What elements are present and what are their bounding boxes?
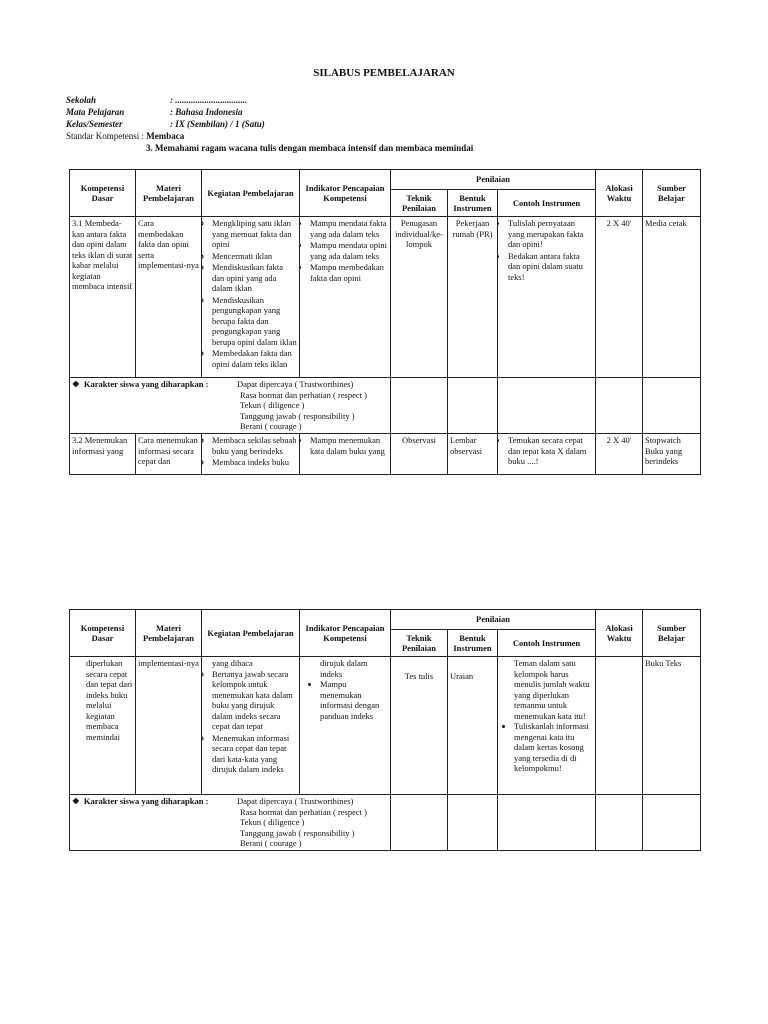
list-item: • Mampu mendata opini yang ada dalam teks: [310, 240, 388, 261]
materi-cell: Cara membedakan fakta dan opini serta implementasi-nya: [136, 217, 202, 378]
materi-cell: implementasi-nya: [136, 657, 202, 795]
list-item: • Mampu mendata fakta yang ada dalam teks: [310, 218, 388, 239]
contoh-list: [500, 218, 593, 282]
karakter-item: Rasa hormat dan perhatian ( respect ): [240, 389, 367, 400]
indikator-cell: dirujuk dalam indeks • Mampu menemukan informasi dengan panduan indeks: [300, 657, 391, 795]
bentuk-cell: Pekerjaan rumah (PR): [448, 217, 498, 378]
karakter-item: Tekun ( diligence ): [240, 400, 305, 410]
list-item: ◦ Mendiskusikan pengungkapan yang berupa fakta dan pengungkapan yang berupa opini dalam iklan: [212, 295, 297, 348]
meta-sekolah: Sekolah : ................................: [66, 95, 248, 105]
header-materi: Materi Pembelajaran: [136, 170, 202, 217]
alokasi-cell: 2 X 40': [596, 217, 643, 378]
karakter-item: Tekun ( diligence ): [240, 817, 305, 827]
list-item: • Tulislah pernyataan yang merupakan fakta dan opini!: [508, 218, 593, 250]
header-bentuk: Bentuk Instrumen: [448, 190, 498, 217]
indikator-cell: [300, 217, 391, 378]
list-item: ◦ Mengkliping satu iklan yang memuat fakta dan opini: [212, 218, 297, 250]
sumber-cell: Buku Teks: [643, 657, 701, 795]
header-indikator: Indikator Pencapaian Kompetensi: [300, 170, 391, 217]
bentuk-cell: Uraian: [448, 657, 498, 795]
contoh-cell: [498, 434, 596, 475]
kegiatan-cell: [202, 217, 300, 378]
meta-sk-detail: 3. Memahami ragam wacana tulis dengan membaca intensif dan membaca memindai: [146, 143, 474, 153]
header-materi: Materi Pembelajaran: [136, 610, 202, 657]
list-item: • Mampu menemukan kata dalam buku yang: [310, 435, 388, 456]
header-bentuk: Bentuk Instrumen: [448, 630, 498, 657]
contoh-cell: [498, 217, 596, 378]
header-sumber: Sumber Belajar: [643, 170, 701, 217]
list-item: ◦ Menemukan informasi secara cepat dan tepat dari kata-kata yang dirujuk dalam indeks: [212, 733, 297, 775]
karakter-item: Dapat dipercaya ( Trustworthines): [237, 379, 354, 389]
syllabus-table-2: [69, 609, 701, 851]
header-contoh: Contoh Instrumen: [498, 630, 596, 657]
teknik-cell: Observasi: [391, 434, 448, 475]
alokasi-cell: 2 X 40': [596, 434, 643, 475]
page-title: SILABUS PEMBELAJARAN: [313, 67, 455, 79]
list-item: ◦ Membedakan fakta dan opini dalam teks iklan: [212, 348, 297, 369]
header-kegiatan: Kegiatan Pembelajaran: [202, 170, 300, 217]
table-row: [70, 217, 701, 378]
karakter-row: [70, 378, 701, 434]
list-item: • Tuliskanlah informasi mengenai kata itu dalam kertas kosong yang tersedia di di kelompokmu!: [514, 721, 593, 774]
karakter-item: Dapat dipercaya ( Trustworthines): [237, 796, 354, 806]
sumber-cell: Stopwatch Buku yang berindeks: [643, 434, 701, 475]
header-penilaian: Penilaian: [391, 610, 596, 630]
kegiatan-cell: yang dibaca ◦ Bertanya jawab secara kelompok untuk menemukan kata dalam buku yang dirujuk dalam indeks secara cepat dan tepat ◦ Menemukan informasi secara cepat dan tepat dari kata-kata yang dirujuk dalam indeks: [202, 657, 300, 795]
list-item: • Mampu menemukan informasi dengan panduan indeks: [320, 679, 388, 721]
syllabus-table-1: [69, 169, 701, 475]
list-item: ◦ Mendiskusikan fakta dan opini yang ada dalam iklan: [212, 262, 297, 294]
table-row: [70, 434, 701, 475]
header-sumber: Sumber Belajar: [643, 610, 701, 657]
sumber-cell: Media cetak: [643, 217, 701, 378]
indikator-list: [302, 218, 388, 283]
list-item: ◦ Bertanya jawab secara kelompok untuk menemukan kata dalam buku yang dirujuk dalam indeks secara cepat dan tepat: [212, 669, 297, 732]
header-kegiatan: Kegiatan Pembelajaran: [202, 610, 300, 657]
kd-cell: diperlukan secara cepat dan tepat dari indeks buku melalui kegiatan membaca memindai: [70, 657, 136, 795]
header-alokasi: Alokasi Waktu: [596, 610, 643, 657]
header-alokasi: Alokasi Waktu: [596, 170, 643, 217]
karakter-item: Tanggung jawab ( responsibility ): [240, 410, 355, 421]
list-item: • Mampu membedakan fakta dan opini: [310, 262, 388, 283]
meta-standar-kompetensi: Standar Kompetensi : Membaca: [66, 131, 185, 141]
teknik-cell: Tes tulis: [391, 657, 448, 795]
header-kd: Kompetensi Dasar: [70, 610, 136, 657]
karakter-item: Berani ( courage ): [240, 838, 302, 848]
karakter-row: [70, 795, 701, 851]
indikator-cell: [300, 434, 391, 475]
list-item: • Bedakan antara fakta dan opini dalam suatu teks!: [508, 251, 593, 283]
karakter-item: Rasa hormat dan perhatian ( respect ): [240, 806, 367, 817]
header-penilaian: Penilaian: [391, 170, 596, 190]
header-teknik: Teknik Penilaian: [391, 630, 448, 657]
materi-cell: Cara menemukan informasi secara cepat dan: [136, 434, 202, 475]
header-contoh: Contoh Instrumen: [498, 190, 596, 217]
karakter-item: Tanggung jawab ( responsibility ): [240, 827, 355, 838]
meta-block: [66, 94, 473, 154]
list-item: ◦ Mencermati iklan: [212, 251, 297, 262]
kd-cell: 3.1 Membeda-kan antara fakta dan opini dalam teks iklan di surat kabar melalui kegiatan membaca intensif: [70, 217, 136, 378]
contoh-cell: Teman dalam satu kelompok harus menulis jumlah waktu yang diperlukan temanmu untuk menemukan kata itu! • Tuliskanlah informasi mengenai kata itu dalam kertas kosong yang tersedia di di kelompokmu!: [498, 657, 596, 795]
bentuk-cell: Lembar observasi: [448, 434, 498, 475]
list-item: ◦ Membaca sekilas sebuah buku yang berindeks: [212, 435, 297, 456]
alokasi-cell: [596, 657, 643, 795]
header-teknik: Teknik Penilaian: [391, 190, 448, 217]
kd-cell: 3.2 Menemukan informasi yang: [70, 434, 136, 475]
meta-kelas: Kelas/Semester : IX (Sembilan) / 1 (Satu): [66, 119, 265, 129]
karakter-cell: ❖ Karakter siswa yang diharapkan : Dapat dipercaya ( Trustworthines) Rasa hormat dan perhatian ( respect ) Tekun ( diligence ) Tanggung jawab ( responsibility ) Berani ( courage ): [70, 795, 391, 851]
teknik-cell: Penugasan individual/ke-lompok: [391, 217, 448, 378]
list-item: ◦ Membaca indeks buku: [212, 457, 297, 468]
meta-mapel: Mata Pelajaran : Bahasa Indonesia: [66, 107, 243, 117]
header-kd: Kompetensi Dasar: [70, 170, 136, 217]
kegiatan-list: [204, 218, 297, 369]
kegiatan-cell: [202, 434, 300, 475]
header-indikator: Indikator Pencapaian Kompetensi: [300, 610, 391, 657]
karakter-cell: ❖ Karakter siswa yang diharapkan : Dapat dipercaya ( Trustworthines) Rasa hormat dan perhatian ( respect ) Tekun ( diligence ) Tanggung jawab ( responsibility ) Berani ( courage ): [70, 378, 391, 434]
table-row: [70, 657, 701, 795]
karakter-item: Berani ( courage ): [240, 421, 302, 431]
list-item: • Temukan secara cepat dan tepat kata X dalam buku ....!: [508, 435, 593, 467]
